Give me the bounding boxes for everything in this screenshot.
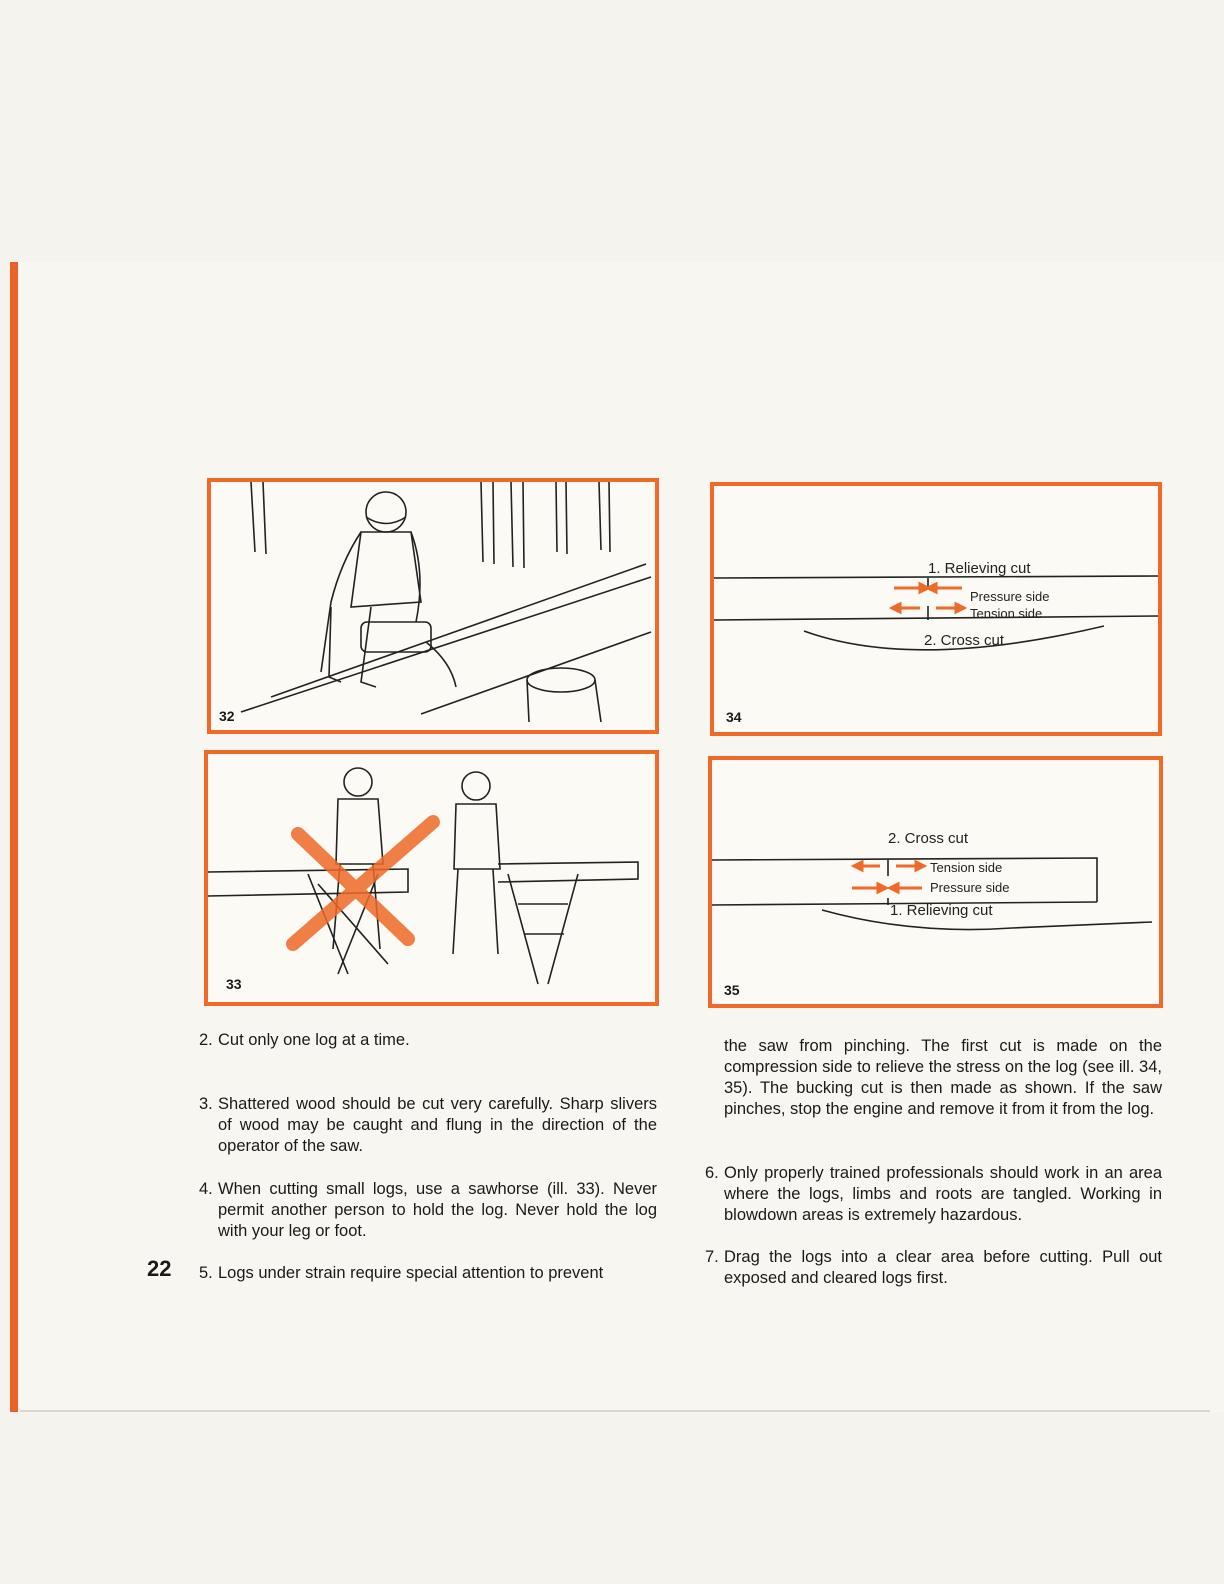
page-number: 22	[147, 1256, 172, 1281]
figure-number: 32	[219, 708, 235, 724]
page-edge	[20, 1410, 1210, 1412]
figure-number: 33	[226, 976, 242, 992]
figure-35	[708, 756, 1163, 1008]
label-cross-cut: 2. Cross cut	[888, 830, 969, 847]
list-item: 4. When cutting small logs, use a sawhorse (ill. 33). Never permit another person to hold the log. Never hold the log with your leg or foot.	[199, 1180, 657, 1240]
label-pressure-side: Pressure side	[970, 589, 1050, 604]
illustration-sawhorse	[208, 754, 655, 1002]
label-relieving-cut: 1. Relieving cut	[890, 902, 993, 919]
figure-32	[207, 478, 659, 734]
list-item: 7. Drag the logs into a clear area before cutting. Pull out exposed and cleared logs first.	[705, 1248, 1162, 1287]
figure-33	[204, 750, 659, 1006]
label-tension-side: Tension side	[930, 860, 1003, 875]
figure-34	[710, 482, 1162, 736]
list-item: 2. Cut only one log at a time.	[199, 1031, 410, 1049]
label-pressure-side: Pressure side	[930, 880, 1010, 895]
continuation-paragraph: the saw from pinching. The first cut is made on the compression side to relieve the stress on the log (see ill. 34, 35). The bucking cut is then made as shown. If the saw pinches, stop the engine and remove it from it from the log.	[724, 1037, 1162, 1118]
figure-number: 35	[724, 982, 740, 998]
list-item: 6. Only properly trained professionals should work in an area where the logs, limbs and roots are tangled. Working in blowdown areas is extremely hazardous.	[705, 1164, 1162, 1224]
label-relieving-cut: 1. Relieving cut	[928, 560, 1031, 577]
figure-number: 34	[726, 709, 742, 725]
list-item: 3. Shattered wood should be cut very carefully. Sharp slivers of wood may be caught and flung in the direction of the operator of the saw.	[199, 1095, 657, 1155]
diagram-relieving-cut-34	[714, 486, 1158, 732]
label-cross-cut: 2. Cross cut	[924, 632, 1005, 649]
label-tension-side: Tension side	[970, 606, 1043, 621]
list-item: 5. Logs under strain require special attention to prevent	[199, 1264, 604, 1282]
illustration-cutting-log	[211, 482, 655, 730]
